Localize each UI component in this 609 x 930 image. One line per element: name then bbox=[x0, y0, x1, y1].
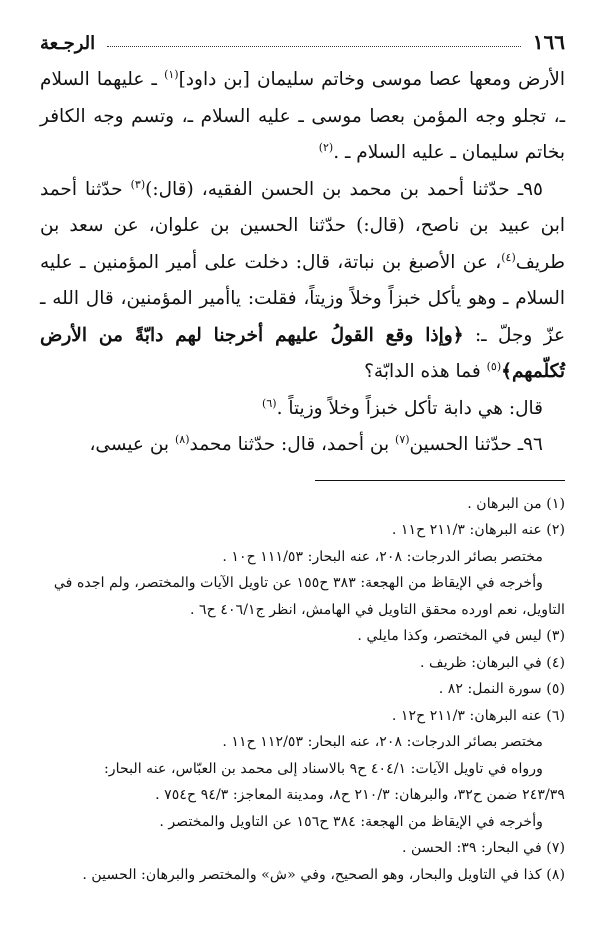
hadith-text: ، عن الأصبغ بن نباتة، قال: دخلت على أمير المؤمنين ـ عليه السلام ـ وهو يأكل خبزاً وخلاً وزيتاً، فقلت: ياأمير المؤمنين، قال الله ـ عزّ وجلّ ـ: bbox=[40, 251, 565, 346]
footnote-mark: (٣) bbox=[130, 177, 146, 191]
footnote: (٢) عنه البرهان: ٢١١/٣ ح١١ . bbox=[391, 522, 565, 538]
footnote-mark: (٦) bbox=[262, 396, 277, 410]
footnote: (٦) عنه البرهان: ٢١١/٣ ح١٢ . bbox=[391, 707, 565, 724]
footnote-mark: (١) bbox=[164, 67, 179, 81]
footnotes bbox=[40, 491, 565, 889]
text-line: تجلو وجه المؤمن بعصا موسى ـ عليه السلام ـ، وتسم وجه الكافر بخاتم bbox=[40, 105, 565, 163]
footnote-mark: (٨) bbox=[174, 432, 190, 446]
footnote-mark: (٧) bbox=[395, 432, 410, 446]
text-line: الأرض ومعها عصا موسى وخاتم سليمان [بن داود] bbox=[178, 69, 565, 90]
footnote-mark: (٤) bbox=[501, 250, 516, 264]
footnote-continuation: ورواه في تاويل الآيات: ٤٠٤/١ ح٩ بالاسناد إلى محمد بن العبّاس، عنه البحار: bbox=[103, 760, 543, 777]
hadith-text: بن أحمد، قال: حدّثنا محمد bbox=[189, 434, 390, 455]
hadith-text: ٩٥ـ حدّثنا أحمد بن محمد بن الحسن الفقيه، (قال:) bbox=[145, 178, 543, 200]
footnote-continuation: التاويل، نعم اورده محقق التاويل في الهامش، انظر ج٤٠٦/١ ح٦ . bbox=[190, 601, 565, 618]
footnote-mark: (٥) bbox=[486, 359, 502, 373]
footnote-continuation: مختصر بصائر الدرجات: ٢٠٨، عنه البحار: ١١٢/٥٣ ح١١ . bbox=[222, 734, 543, 750]
hadith-95 bbox=[40, 172, 565, 391]
quran-quote: ﴿وإذا وقع القولُ عليهم أخرجنا لهم دابّةً من الأرض تُكلّمهم﴾ bbox=[40, 324, 565, 382]
answer-paragraph bbox=[40, 391, 565, 428]
text-line: ـ عليهما السلام ـ، bbox=[40, 69, 565, 127]
text-line: سليمان ـ عليه السلام ـ . bbox=[333, 142, 519, 163]
answer-text: قال: هي دابة تأكل خبزاً وخلاً وزيتاً . bbox=[276, 397, 543, 419]
header-dotted-rule bbox=[107, 46, 521, 47]
hadith-text: بن عيسى، bbox=[89, 434, 170, 455]
footnote: (٧) في البحار: ٣٩: الحسن . bbox=[402, 840, 565, 856]
footnote-separator bbox=[315, 480, 565, 481]
footnote-continuation: وأخرجه في الإيقاظ من الهجعة: ٣٨٤ ح١٥٦ عن التاويل والمختصر . bbox=[159, 813, 543, 830]
footnote: (٣) ليس في المختصر، وكذا مايلي . bbox=[357, 628, 565, 644]
footnote: (٥) سورة النمل: ٨٢ . bbox=[438, 681, 565, 697]
footnote-continuation: ٢٤٣/٣٩ ضمن ح٣٢، والبرهان: ٢١٠/٣ ح٨، ومدينة المعاجز: ٩٤/٣ ح٧٥٤ . bbox=[155, 787, 565, 803]
hadith-96 bbox=[40, 427, 565, 464]
footnote: (١) من البرهان . bbox=[467, 495, 565, 512]
main-text bbox=[40, 62, 565, 464]
running-title: الرجـعة bbox=[40, 33, 96, 54]
paragraph-continuation bbox=[40, 62, 565, 172]
page-number: ١٦٦ bbox=[532, 30, 565, 54]
footnote-continuation: مختصر بصائر الدرجات: ٢٠٨، عنه البحار: ١١١/٥٣ ح١٠ . bbox=[222, 548, 543, 565]
hadith-text: حدّثنا أحمد ابن عبيد بن ناصح، (قال:) حدّثنا الحسين بن علوان، عن سعد بن طريف bbox=[40, 178, 565, 273]
footnote-continuation: وأخرجه في الإيقاظ من الهجعة: ٣٨٣ ح١٥٥ عن تاويل الآيات والمختصر، ولم اجده في bbox=[53, 575, 543, 591]
hadith-text: فما هذه الدابّة؟ bbox=[364, 361, 481, 382]
hadith-text: ٩٦ـ حدّثنا الحسين bbox=[409, 434, 543, 455]
footnote-mark: (٢) bbox=[318, 140, 334, 154]
footnote: (٤) في البرهان: ظريف . bbox=[420, 654, 565, 671]
page-header bbox=[40, 24, 565, 54]
footnote: (٨) كذا في التاويل والبحار، وهو الصحيح، وفي «ش» والمختصر والبرهان: الحسين . bbox=[82, 866, 565, 883]
